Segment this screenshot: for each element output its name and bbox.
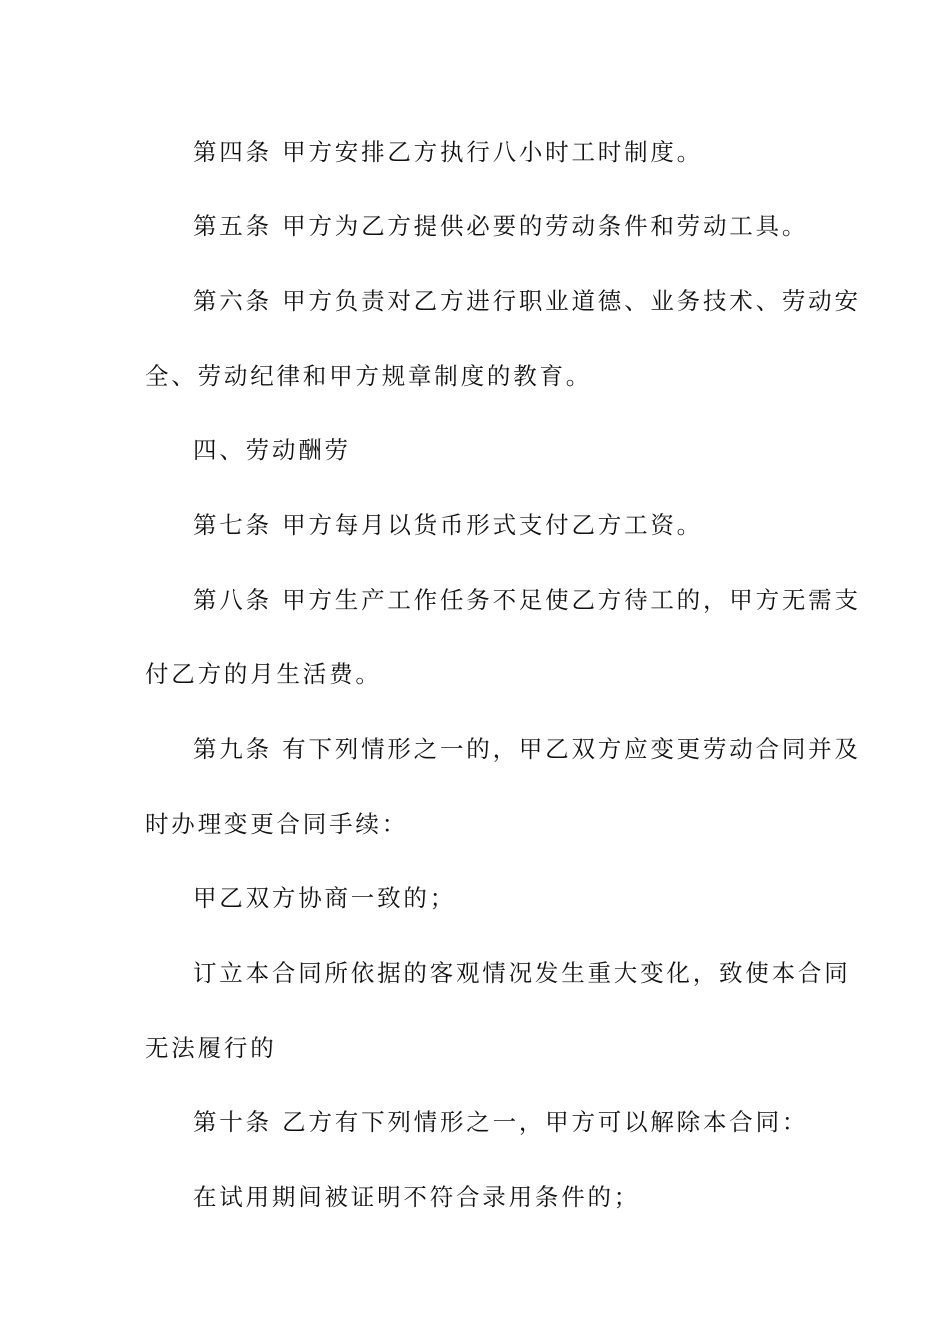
clause-circumstance-change-line-1: 订立本合同所依据的客观情况发生重大变化，致使本合同 — [193, 959, 851, 987]
article-10-text: 第十条 乙方有下列情形之一，甲方可以解除本合同： — [193, 1108, 809, 1136]
clause-circumstance-change-line-2: 无法履行的 — [145, 1034, 277, 1062]
article-4-text: 第四条 甲方安排乙方执行八小时工时制度。 — [193, 138, 703, 166]
section-heading-labor-remuneration: 四、劳动酬劳 — [193, 436, 351, 464]
article-8-text-line-1: 第八条 甲方生产工作任务不足使乙方待工的，甲方无需支 — [193, 586, 861, 614]
article-8-text-line-2: 付乙方的月生活费。 — [145, 660, 382, 688]
clause-probation: 在试用期间被证明不符合录用条件的； — [193, 1183, 641, 1211]
article-6-text-line-2: 全、劳动纪律和甲方规章制度的教育。 — [145, 362, 593, 390]
article-9-text-line-2: 时办理变更合同手续： — [145, 810, 408, 838]
article-6-text-line-1: 第六条 甲方负责对乙方进行职业道德、业务技术、劳动安 — [193, 287, 861, 315]
article-5-text: 第五条 甲方为乙方提供必要的劳动条件和劳动工具。 — [193, 212, 809, 240]
article-7-text: 第七条 甲方每月以货币形式支付乙方工资。 — [193, 511, 703, 539]
clause-mutual-agreement: 甲乙双方协商一致的； — [193, 884, 456, 912]
article-9-text-line-1: 第九条 有下列情形之一的，甲乙双方应变更劳动合同并及 — [193, 735, 861, 763]
